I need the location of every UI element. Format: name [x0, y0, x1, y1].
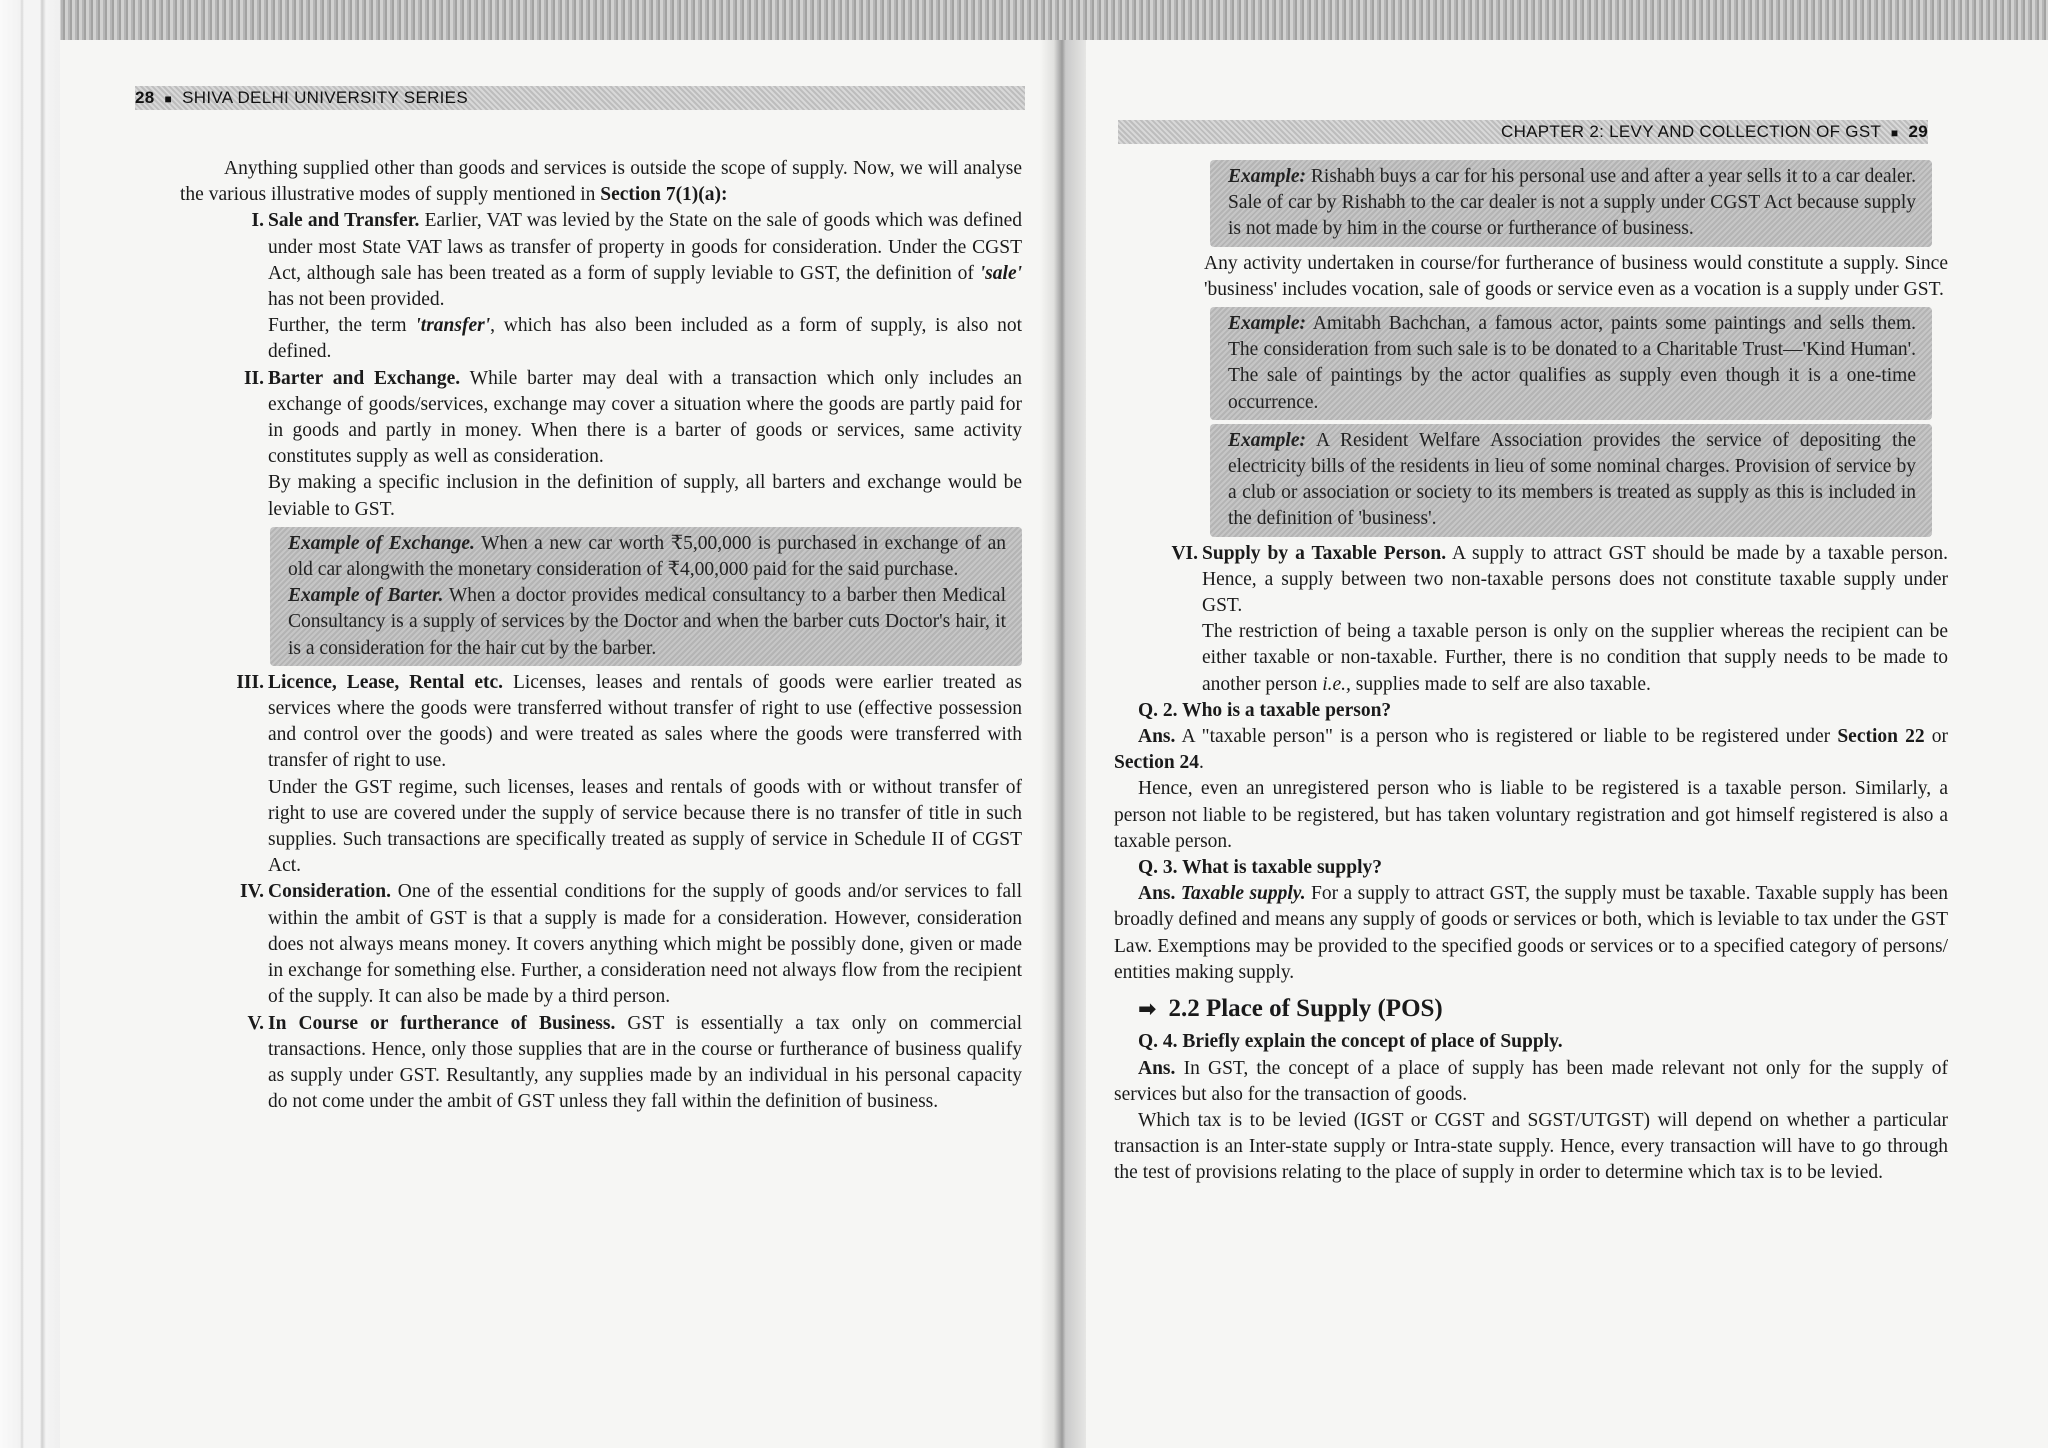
supply-mode-item	[180, 670, 1022, 880]
item-paragraph	[268, 879, 1022, 1010]
example-label: Example:	[1228, 429, 1306, 451]
answer-label: Ans.	[1138, 726, 1176, 748]
item-paragraph	[268, 1011, 1022, 1116]
item-numeral: III.	[236, 671, 264, 693]
example-box	[1210, 307, 1932, 420]
item-numeral: II.	[243, 367, 264, 389]
answer-label: Ans.	[1138, 883, 1176, 905]
item-term: 'sale'	[979, 262, 1023, 284]
supply-mode-item	[1114, 541, 1948, 698]
item-heading: In Course or furtherance of Business.	[268, 1012, 616, 1034]
example-label: Example of Exchange.	[288, 532, 475, 554]
left-page-header	[135, 86, 1025, 110]
supply-mode-item	[180, 208, 1022, 365]
item-sub-paragraph: Under the GST regime, such licenses, leases and rentals of goods with or without transfer of right to use are covered under the supply of service because there is no transfer of title in such supplies. Such transactions are specifically treated as supply of service in Schedule II of CGST Act.	[268, 776, 1022, 877]
item-sub-paragraph: By making a specific inclusion in the definition of supply, all barters and exchange would be leviable to GST.	[268, 472, 1022, 520]
item-numeral: VI.	[1171, 542, 1198, 564]
book-gutter	[1040, 40, 1086, 1448]
example-box	[1210, 424, 1932, 537]
example-box	[1210, 160, 1932, 247]
answer-paragraph: Hence, even an unregistered person who is liable to be registered is a taxable person. Similarly, a person not liable to be registered, but has taken voluntary registration and got himself registered is also a taxable person.	[1114, 778, 1948, 852]
example-label: Example:	[1228, 313, 1306, 335]
item-sub-text: Further, the term	[268, 315, 407, 337]
answer-label: Ans.	[1138, 1057, 1176, 1079]
intro-section-ref: Section 7(1)(a):	[600, 184, 728, 206]
section-title-text: 2.2 Place of Supply (POS)	[1168, 995, 1443, 1023]
item-body: GST is essentially a tax only on commercial transactions. Hence, only those supplies that are in the course or furtherance of business qualify as supply under GST. Resultantly, any supplies made by an individual in his personal capacity do not come under the ambit of GST unless they fall within the definition of business.	[268, 1012, 1023, 1113]
item-numeral: I.	[251, 210, 264, 232]
supply-mode-item	[180, 366, 1022, 523]
item-body: One of the essential conditions for the supply of goods and/or services to fall within the ambit of GST is that a supply is made for a consideration. However, consideration does not always means money. It covers anything which might be possibly done, given or made in exchange for something else. Further, a consideration need not always flow from the recipient of the supply. It can also be made by a third person.	[268, 881, 1022, 1008]
example-text: Amitabh Bachchan, a famous actor, paints some paintings and sells them. The consideration from such sale is to be donated to a Charitable Trust—'Kind Human'. The sale of paintings by the actor qualifies as supply even though it is a one-time occurrence.	[1228, 313, 1916, 413]
square-bullet-icon: ■	[1890, 126, 1899, 140]
item-heading: Sale and Transfer.	[268, 210, 420, 232]
question-heading: Q. 4. Briefly explain the concept of place of Supply.	[1138, 1031, 1563, 1053]
item-sub-term: 'transfer'	[415, 315, 491, 337]
example-text: Rishabh buys a car for his personal use and after a year sells it to a car dealer. Sale of car by Rishabh to the car dealer is not a supply under CGST Act because supply is not made by him in the course or furtherance of business.	[1228, 166, 1916, 240]
right-page-body	[1114, 160, 1948, 1187]
example-rwa	[1228, 428, 1916, 533]
section-ref: Section 24	[1114, 752, 1200, 774]
example-amitabh	[1228, 311, 1916, 416]
series-title: SHIVA DELHI UNIVERSITY SERIES	[182, 88, 468, 107]
item-body: Licenses, leases and rentals of goods were earlier treated as services where the goods were transferred without transfer of right to use (effective possession and control over the goods) and were treated as sales where the goods were transferred with transfer of right to use.	[268, 671, 1022, 772]
item-sub-ie: i.e.,	[1322, 673, 1351, 695]
example-text: When a doctor provides medical consultancy to a barber then Medical Consultancy is a supply of services by the Doctor and when the barber cuts Doctor's hair, it is a consideration for the hair cut by the barber.	[288, 585, 1006, 659]
supply-mode-item	[180, 879, 1022, 1010]
item-paragraph	[268, 670, 1022, 775]
item-sub-paragraph	[268, 313, 1022, 365]
example-text: When a new car worth ₹5,00,000 is purchased in exchange of an old car alongwith the monetary consideration of ₹4,00,000 paid for the said purchase.	[288, 532, 1006, 581]
example-box	[270, 527, 1022, 666]
answer-text: or	[1931, 726, 1949, 748]
right-page-header	[1118, 120, 1928, 144]
item-paragraph	[1202, 541, 1948, 620]
answer-paragraph	[1114, 881, 1948, 986]
answer-paragraph: Ans. A "taxable person" is a person who is registered or liable to be registered under Section 22 or Section 24.	[1114, 726, 1949, 774]
business-paragraph: Any activity undertaken in course/for furtherance of business would constitute a supply. Since 'business' includes vocation, sale of goods or service even as a vocation is a supply under GST.	[1204, 252, 1948, 300]
question-heading: Q. 3. What is taxable supply?	[1138, 857, 1382, 879]
chapter-header: CHAPTER 2: LEVY AND COLLECTION OF GST	[1501, 122, 1881, 141]
section-ref: Section 22	[1837, 726, 1925, 748]
item-sub-text: The restriction of being a taxable person is only on the supplier whereas the recipient can be either taxable or non-taxable. Further, there is no condition that supply needs to be made to another person	[1202, 621, 1948, 695]
item-numeral: IV.	[239, 881, 264, 903]
left-page-body	[180, 156, 1022, 1115]
item-sub-text-end: supplies made to self are also taxable.	[1355, 673, 1651, 695]
example-label: Example:	[1228, 166, 1306, 187]
square-bullet-icon: ■	[164, 92, 173, 106]
intro-paragraph	[180, 156, 1022, 208]
intro-text: Anything supplied other than goods and services is outside the scope of supply. Now, we will analyse the various illustrative modes of supply mentioned in	[180, 158, 1022, 206]
item-paragraph	[268, 366, 1022, 471]
example-label: Example of Barter.	[288, 585, 444, 607]
answer-term: Taxable supply.	[1180, 883, 1306, 905]
supply-mode-item	[180, 1011, 1022, 1116]
question-heading: Q. 2. Who is a taxable person?	[1138, 699, 1392, 721]
section-title	[1138, 996, 1948, 1023]
item-body: A supply to attract GST should be made by a taxable person. Hence, a supply between two non-taxable persons does not constitute taxable supply under GST.	[1202, 542, 1948, 617]
item-heading: Barter and Exchange.	[268, 367, 461, 389]
answer-text: A "taxable person" is a person who is registered or liable to be registered under	[1181, 726, 1831, 748]
item-sub-paragraph	[1202, 619, 1948, 698]
answer-paragraph	[1114, 1056, 1948, 1108]
scan-edge-top	[0, 0, 2048, 44]
example-text: A Resident Welfare Association provides the service of depositing the electricity bills of the residents in lieu of some nominal charges. Provision of service by a club or association or society to its members is treated as supply as this is included in the definition of 'business'.	[1228, 429, 1916, 530]
item-numeral: V.	[247, 1012, 264, 1034]
item-heading: Licence, Lease, Rental etc.	[268, 671, 504, 693]
item-heading: Supply by a Taxable Person.	[1202, 542, 1447, 564]
right-page-number: 29	[1908, 122, 1928, 141]
item-heading: Consideration.	[268, 881, 391, 903]
example-exchange	[288, 531, 1006, 583]
arrow-icon: ➡	[1138, 997, 1157, 1023]
answer-text: For a supply to attract GST, the supply must be taxable. Taxable supply has been broadly defined and means any supply of goods or services or both, which is leviable to tax under the GST Law. Exemptions may be provided to the specified goods or services or to a specified category of persons/ entities making supply.	[1114, 883, 1949, 983]
item-body: While barter may deal with a transaction which only includes an exchange of goods/services, exchange may cover a situation where the goods are partly paid for in goods and partly in money. When there is a barter of goods or services, same activity constitutes supply as well as consideration.	[268, 367, 1022, 468]
item-sub-text-end: , which has also been included as a form of supply, is also not defined.	[268, 315, 1023, 363]
item-paragraph	[268, 208, 1022, 313]
book-binding-left	[0, 0, 60, 1448]
example-rishabh	[1228, 164, 1916, 243]
answer-paragraph: Which tax is to be levied (IGST or CGST and SGST/UTGST) will depend on whether a particular transaction is an Inter-state supply or Intra-state supply. Hence, every transaction will have to go through the test of provisions relating to the place of supply in order to determine which tax is to be levied.	[1114, 1109, 1948, 1184]
answer-text: In GST, the concept of a place of supply has been made relevant not only for the supply of services but also for the transaction of goods.	[1114, 1057, 1949, 1105]
item-body: Earlier, VAT was levied by the State on the sale of goods which was defined under most State VAT laws as transfer of property in goods for consideration. Under the CGST Act, although sale has been treated as a form of supply leviable to GST, the definition of	[268, 210, 1022, 284]
item-body-end: has not been provided.	[268, 289, 445, 311]
example-barter	[288, 583, 1006, 662]
left-page-number: 28	[135, 88, 155, 107]
